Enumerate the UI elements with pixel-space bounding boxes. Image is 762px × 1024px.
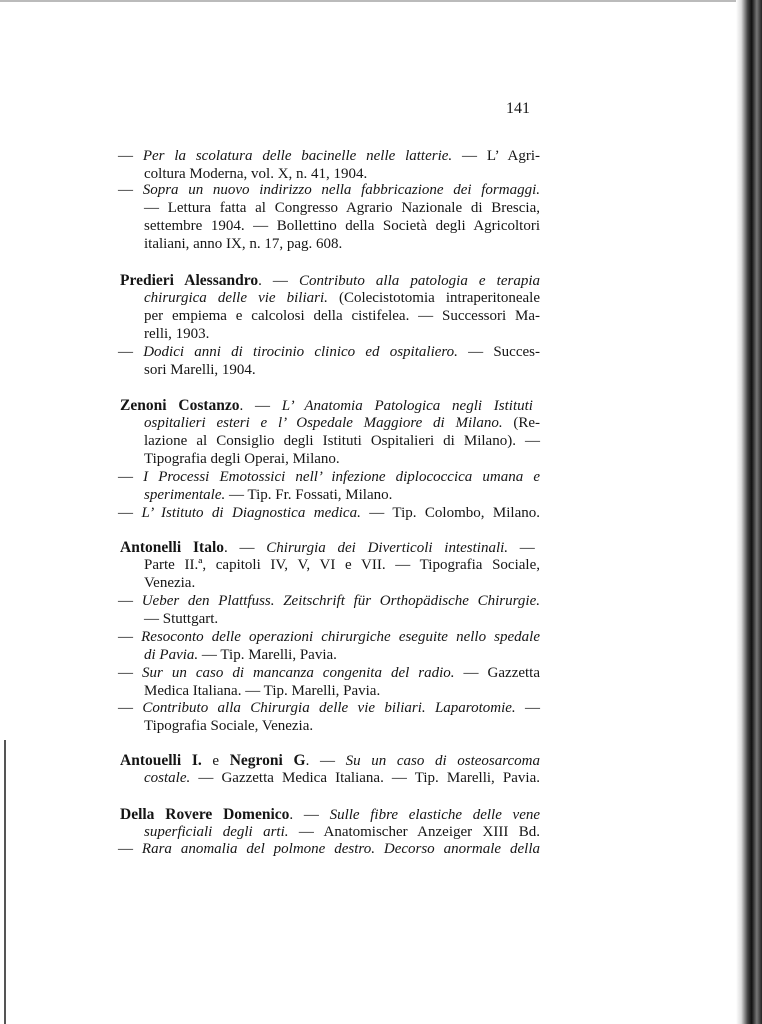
text-segment: — [508, 540, 535, 556]
text-line [144, 166, 367, 183]
work-title: di Pavia. [144, 647, 199, 663]
text-line [120, 752, 540, 769]
work-title: Sopra un nuovo indirizzo nella fabbricazione dei formaggi. [142, 182, 541, 198]
text-segment: — [118, 344, 144, 360]
text-line [118, 182, 540, 199]
text-segment: — [118, 148, 143, 164]
text-line [118, 700, 540, 717]
author-name: Zenoni Costanzo [120, 397, 240, 414]
work-title: sperimentale. [144, 487, 226, 503]
text-line [144, 611, 218, 628]
work-title: L’ Istituto di Diagnostica medica. [141, 505, 361, 521]
page-top-edge [0, 0, 740, 2]
text-line [118, 629, 540, 646]
text-line [120, 539, 535, 556]
text-segment: — [118, 505, 142, 521]
text-line [118, 505, 540, 522]
author-name: Antonelli Italo [120, 539, 225, 556]
work-title: Ueber den Plattfuss. Zeitschrift für Orthopädische Chirurgie. [141, 593, 540, 609]
text-line [144, 236, 342, 253]
work-title: Rara anomalia del polmone destro. Decorso anormale della [141, 841, 541, 857]
text-line [118, 344, 540, 361]
text-segment: (Colecistotomia intraperitoneale [327, 290, 540, 306]
text-segment: — L’ Agri- [452, 148, 541, 164]
text-line [144, 451, 340, 468]
text-segment: — [118, 700, 143, 716]
text-segment: — [118, 841, 142, 857]
text-segment: — Anatomischer Anzeiger XIII Bd. [288, 824, 540, 840]
text-line [144, 433, 540, 450]
text-segment: — [118, 593, 142, 609]
text-segment: — Tip. Colombo, Milano. [360, 505, 541, 521]
text-segment: — [118, 665, 142, 681]
text-segment: . — [239, 398, 282, 414]
text-segment: Tipografia degli Operai, Milano. [144, 451, 340, 467]
work-title: costale. [144, 770, 191, 786]
book-binding-edge [736, 0, 762, 1024]
text-line [144, 557, 540, 574]
text-segment: — [118, 629, 142, 645]
work-title: Contributo alla patologia e terapia [299, 273, 541, 289]
work-title: chirurgica delle vie biliari. [144, 290, 328, 306]
text-segment: Parte II.ª, capitoli IV, V, VI e VII. — Tipografia Sociale, [144, 557, 540, 573]
text-line [144, 575, 195, 592]
work-title: Sur un caso di mancanza congenita del radio. [142, 665, 455, 681]
text-segment: — Succes- [457, 344, 540, 360]
text-line [120, 806, 540, 823]
text-line [144, 218, 540, 235]
text-line [144, 770, 540, 787]
work-title: L’ Anatomia Patologica negli Istituti [281, 398, 533, 414]
text-segment: — [118, 469, 144, 485]
text-segment: Venezia. [144, 575, 196, 591]
text-line [144, 415, 540, 432]
text-segment: (Re- [502, 415, 541, 431]
text-segment: Tipografia Sociale, Venezia. [144, 718, 314, 734]
text-segment: — Stuttgart. [144, 611, 219, 627]
text-segment: Medica Italiana. — Tip. Marelli, Pavia. [144, 683, 381, 699]
work-title: Dodici anni di tirocinio clinico ed ospitaliero. [143, 344, 458, 360]
text-line [118, 593, 540, 610]
text-segment: — Tip. Fr. Fossati, Milano. [225, 487, 393, 503]
text-line [118, 148, 540, 165]
text-segment: . — [305, 753, 346, 769]
work-title: Resoconto delle operazioni chirurgiche eseguite nello spedale [141, 629, 541, 645]
work-title: I Processi Emotossici nell’ infezione diplococcica umana e [143, 469, 541, 485]
work-title: ospitalieri esteri e l’ Ospedale Maggiore di Milano. [144, 415, 503, 431]
text-segment: lazione al Consiglio degli Istituti Ospitalieri di Milano). — [144, 433, 540, 449]
text-segment: relli, 1903. [144, 326, 210, 342]
author-name: Predieri Alessandro [120, 272, 259, 289]
text-segment: settembre 1904. — Bollettino della Società degli Agricoltori [144, 218, 540, 234]
author-name: Antouelli I. [120, 752, 202, 769]
author-name: Della Rovere Domenico [120, 806, 290, 823]
text-segment: . — [258, 273, 299, 289]
text-segment: — Tip. Marelli, Pavia. [198, 647, 337, 663]
text-line [144, 647, 337, 664]
text-line [118, 469, 540, 486]
text-segment: — [515, 700, 541, 716]
text-line [144, 718, 313, 735]
text-segment: — Gazzetta Medica Italiana. — Tip. Marelli, Pavia. [190, 770, 540, 786]
text-line [120, 397, 533, 414]
work-title: Chirurgia dei Diverticoli intestinali. [266, 540, 509, 556]
text-line [144, 683, 380, 700]
text-line [120, 272, 540, 289]
author-name: Negroni G [229, 752, 306, 769]
work-title: Contributo alla Chirurgia delle vie biliari. Laparotomie. [142, 700, 516, 716]
text-segment: — Lettura fatta al Congresso Agrario Nazionale di Brescia, [144, 200, 540, 216]
work-title: Per la scolatura delle bacinelle nelle latterie. [142, 148, 453, 164]
text-segment: coltura Moderna, vol. X, n. 41, 1904. [144, 166, 368, 182]
text-line [144, 200, 540, 217]
work-title: Su un caso di osteosarcoma [345, 753, 540, 769]
text-line [144, 362, 256, 379]
text-line [144, 824, 540, 841]
text-segment: per empiema e calcolosi della cistifelea. — Successori Ma- [144, 308, 540, 324]
page-number: 141 [506, 100, 530, 117]
text-segment: sori Marelli, 1904. [144, 362, 256, 378]
work-title: superficiali degli arti. [144, 824, 289, 840]
text-segment: — Gazzetta [454, 665, 540, 681]
text-line [144, 308, 540, 325]
text-segment: italiani, anno IX, n. 17, pag. 608. [144, 236, 343, 252]
work-title: Sulle fibre elastiche delle vene [329, 807, 541, 823]
text-segment: . — [289, 807, 330, 823]
text-line [118, 665, 540, 682]
text-line [118, 841, 540, 858]
page-left-edge [4, 740, 6, 1024]
text-line [144, 487, 392, 504]
text-segment: . — [224, 540, 267, 556]
text-segment: — [118, 182, 143, 198]
text-line [144, 290, 540, 307]
text-segment: e [201, 753, 230, 769]
text-line [144, 326, 209, 343]
